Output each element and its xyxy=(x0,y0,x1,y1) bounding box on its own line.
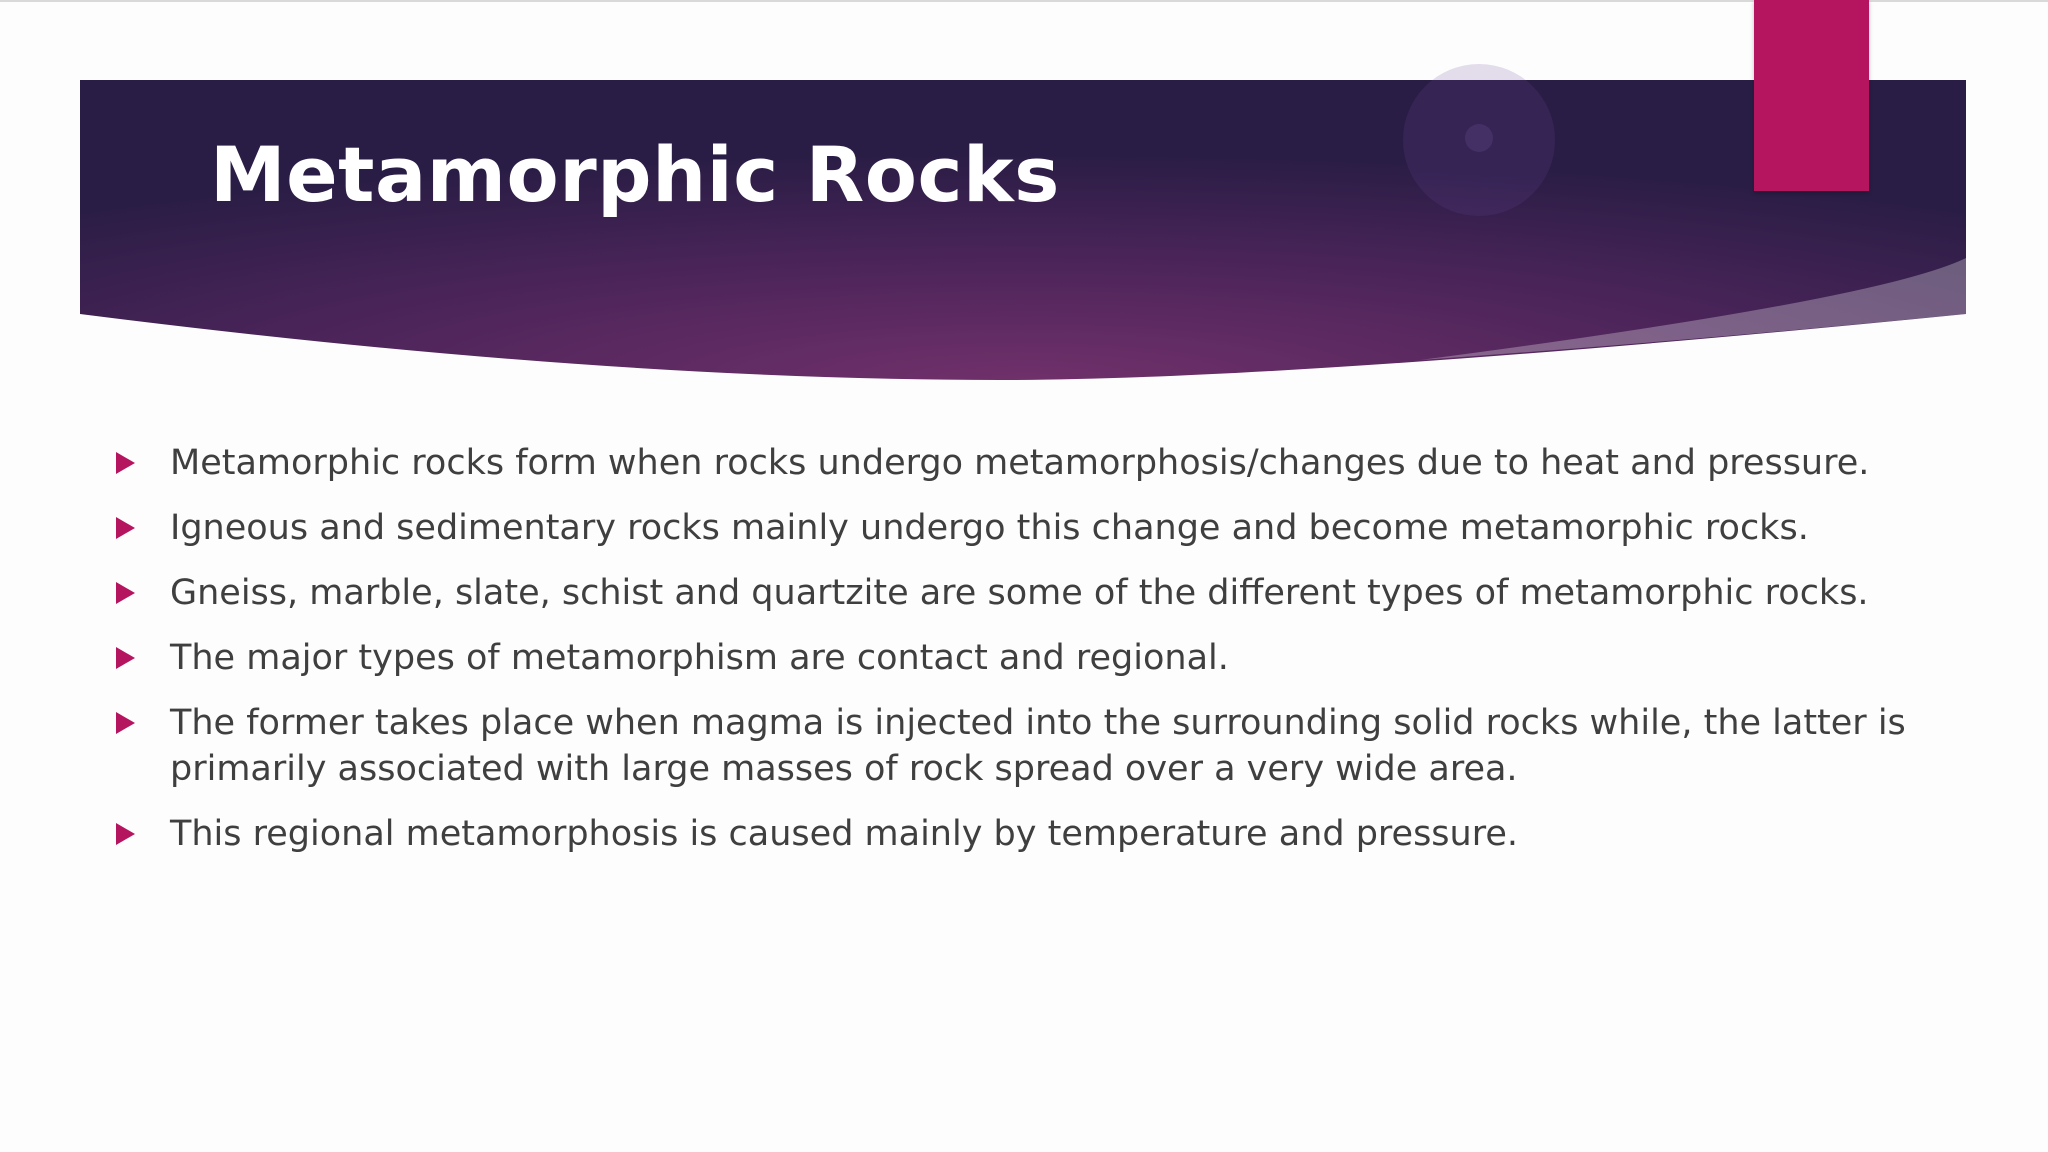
bullet-item xyxy=(110,700,1960,792)
bullet-text: This regional metamorphosis is caused mainly by temperature and pressure. xyxy=(170,814,1518,854)
bullet-text: Igneous and sedimentary rocks mainly undergo this change and become metamorphic rocks. xyxy=(170,508,1809,548)
bullet-text: The former takes place when magma is injected into the surrounding solid rocks while, the latter is primarily associated with large masses of rock spread over a very wide area. xyxy=(170,703,1906,789)
bullet-item xyxy=(110,811,1960,857)
triangle-bullet-icon xyxy=(116,452,135,474)
triangle-bullet-icon xyxy=(116,823,135,845)
triangle-bullet-icon xyxy=(116,582,135,604)
bullet-item xyxy=(110,570,1960,616)
triangle-bullet-icon xyxy=(116,517,135,539)
bullet-text: Metamorphic rocks form when rocks undergo metamorphosis/changes due to heat and pressure. xyxy=(170,443,1870,483)
banner-glow-dot xyxy=(1465,124,1493,152)
triangle-bullet-icon xyxy=(116,647,135,669)
bullet-text: Gneiss, marble, slate, schist and quartzite are some of the different types of metamorphic rocks. xyxy=(170,573,1869,613)
triangle-bullet-icon xyxy=(116,712,135,734)
bullet-list xyxy=(110,440,1960,876)
bullet-item xyxy=(110,440,1960,486)
accent-tab xyxy=(1754,0,1869,191)
bullet-item xyxy=(110,635,1960,681)
slide-title: Metamorphic Rocks xyxy=(210,130,1060,219)
bullet-text: The major types of metamorphism are contact and regional. xyxy=(170,638,1229,678)
bullet-item xyxy=(110,505,1960,551)
